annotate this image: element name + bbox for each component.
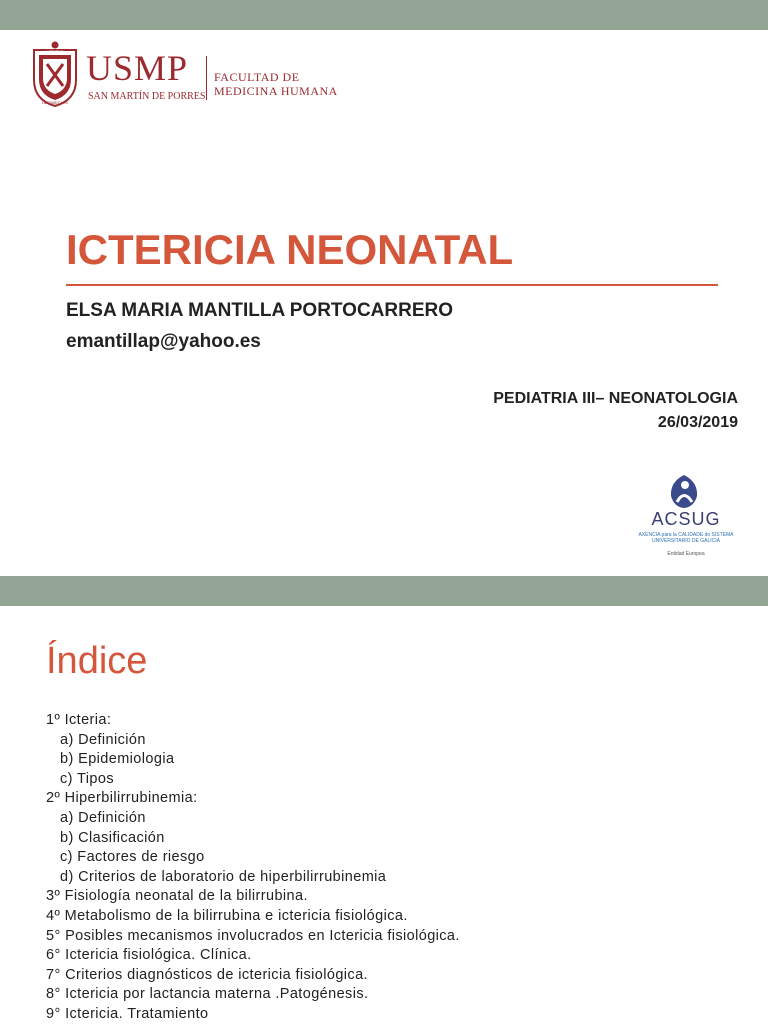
index-subitem: c) Tipos	[60, 770, 114, 787]
slide-separator-band	[0, 576, 768, 606]
author-email: emantillap@yahoo.es	[66, 331, 261, 352]
index-title: Índice	[46, 640, 148, 682]
index-subitem: d) Criterios de laboratorio de hiperbilirrubinemia	[60, 868, 387, 885]
index-list	[46, 711, 460, 1025]
title-underline	[66, 284, 718, 286]
index-item: 9° Ictericia. Tratamiento	[46, 1005, 209, 1022]
index-item: 6° Ictericia fisiológica. Clínica.	[46, 947, 252, 964]
index-item: 8° Ictericia por lactancia materna .Patogénesis.	[46, 986, 369, 1003]
faculty-line1: FACULTAD DE	[214, 70, 300, 84]
index-item: 5° Posibles mecanismos involucrados en Ictericia fisiológica.	[46, 927, 460, 944]
index-subitem: c) Factores de riesgo	[60, 849, 205, 866]
logo-motto-left: VERITAS	[46, 50, 64, 55]
index-subitem: a) Definición	[60, 809, 146, 826]
acsug-tagline-1: AXENCIA para la CALIDADE do SISTEMA	[638, 532, 734, 538]
index-item: 3º Fisiología neonatal de la bilirrubina.	[46, 888, 308, 905]
slide-title: ICTERICIA NEONATAL	[66, 226, 514, 273]
usmp-shield-logo	[30, 40, 80, 108]
faculty-name	[214, 70, 338, 98]
author-name: ELSA MARIA MANTILLA PORTOCARRERO	[66, 300, 454, 321]
index-subitem: b) Epidemiologia	[60, 751, 175, 768]
top-band	[0, 0, 768, 30]
acsug-logo-icon	[664, 472, 704, 510]
acsug-name: ACSUG	[651, 509, 721, 529]
logo-motto-right: LIBERABIT VOS	[41, 101, 69, 105]
acsug-tagline-2: UNIVERSITARIO DE GALICIA	[652, 538, 720, 544]
index-subitem: b) Clasificación	[60, 829, 165, 846]
index-item: 4º Metabolismo de la bilirrubina e ictericia fisiológica.	[46, 907, 408, 924]
course-name: PEDIATRIA III– NEONATOLOGIA	[493, 390, 738, 407]
logo-divider	[206, 56, 207, 100]
usmp-subname: SAN MARTÍN DE PORRES	[88, 91, 206, 102]
index-item: 1º Icteria:	[46, 712, 112, 728]
faculty-line2: MEDICINA HUMANA	[214, 84, 338, 98]
acsug-entity: Entidad Europea	[667, 551, 705, 557]
index-item: 7° Criterios diagnósticos de ictericia fisiológica.	[46, 966, 368, 983]
index-subitem: a) Definición	[60, 731, 146, 748]
usmp-name: USMP	[86, 48, 189, 88]
presentation-date: 26/03/2019	[657, 414, 738, 431]
index-item: 2º Hiperbilirrubinemia:	[46, 790, 198, 807]
